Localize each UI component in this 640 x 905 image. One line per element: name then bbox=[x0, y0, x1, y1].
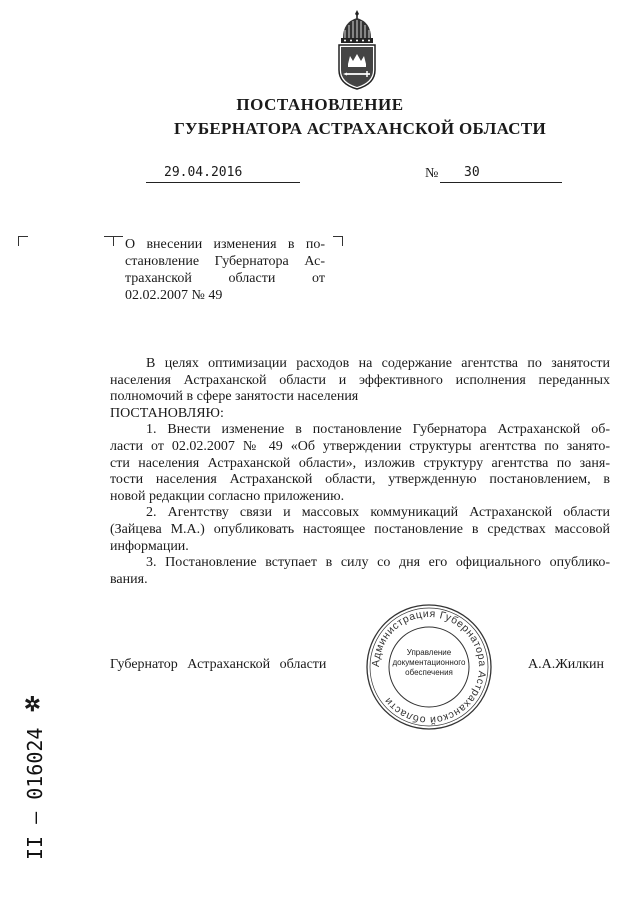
stamp-text-line: обеспечения bbox=[405, 668, 453, 677]
body-line: 3. Постановление вступает в силу со дня его официального опублико- bbox=[146, 555, 610, 571]
document-number: 30 bbox=[440, 165, 562, 183]
body-line: информации. bbox=[110, 538, 189, 554]
subject-corner-mark bbox=[333, 236, 343, 246]
stamp-ring-text: Администрация Губернатора Астраханской области bbox=[369, 607, 489, 727]
subject-corner-mark bbox=[113, 236, 123, 246]
stamp-text-line: документационного bbox=[392, 658, 466, 667]
signatory-name: А.А.Жилкин bbox=[528, 657, 605, 672]
body-line: тости населения Астраханской области, утвержденную постановлением, в bbox=[110, 472, 610, 488]
body-line: ласти от 02.02.2007 № 49 «Об утверждении структуры агентства по занято- bbox=[110, 438, 610, 454]
document-body bbox=[110, 356, 610, 588]
body-line: полномочий в сфере занятости населения bbox=[110, 389, 359, 405]
number-sign: № bbox=[425, 166, 439, 181]
signatory-position: Губернатор Астраханской области bbox=[110, 657, 327, 672]
subject-line: 02.02.2007 № 49 bbox=[125, 288, 223, 303]
coat-of-arms-emblem bbox=[329, 8, 385, 92]
stamp-text-line: Управление bbox=[406, 648, 452, 657]
subject-line: О внесении изменения в по- bbox=[125, 237, 325, 252]
issuing-authority: ГУБЕРНАТОРА АСТРАХАНСКОЙ ОБЛАСТИ bbox=[173, 119, 547, 138]
serial-asterisk-mark: ✲ bbox=[24, 694, 41, 716]
margin-corner-mark bbox=[18, 236, 28, 246]
body-line: сти населения Астраханской области», изложив структуру агентства по заня- bbox=[110, 455, 610, 471]
subject-line: становление Губернатора Ас- bbox=[125, 254, 325, 269]
body-line: вания. bbox=[110, 571, 148, 587]
document-subject bbox=[125, 236, 325, 304]
body-line: населения Астраханской области и эффективного исполнения переданных bbox=[110, 372, 610, 388]
body-line: 1. Внести изменение в постановление Губернатора Астраханской об- bbox=[146, 422, 610, 438]
subject-line bbox=[125, 270, 325, 287]
subject-word: от bbox=[312, 271, 325, 286]
decree-word: ПОСТАНОВЛЯЮ: bbox=[110, 405, 224, 421]
subject-word: траханской bbox=[125, 271, 192, 286]
body-line: новой редакции согласно приложению. bbox=[110, 488, 345, 504]
stamp-center-text bbox=[392, 648, 466, 678]
document-title: ПОСТАНОВЛЕНИЕ bbox=[236, 95, 404, 114]
form-serial-number: II – 016024 bbox=[23, 727, 47, 860]
body-line: 2. Агентству связи и массовых коммуникаций Астраханской области bbox=[146, 505, 610, 521]
subject-word: области bbox=[228, 271, 276, 286]
body-line: (Зайцева М.А.) опубликовать настоящее постановление в средствах массовой bbox=[110, 521, 610, 537]
document-date: 29.04.2016 bbox=[146, 165, 300, 183]
body-line: В целях оптимизации расходов на содержание агентства по занятости bbox=[146, 356, 610, 371]
